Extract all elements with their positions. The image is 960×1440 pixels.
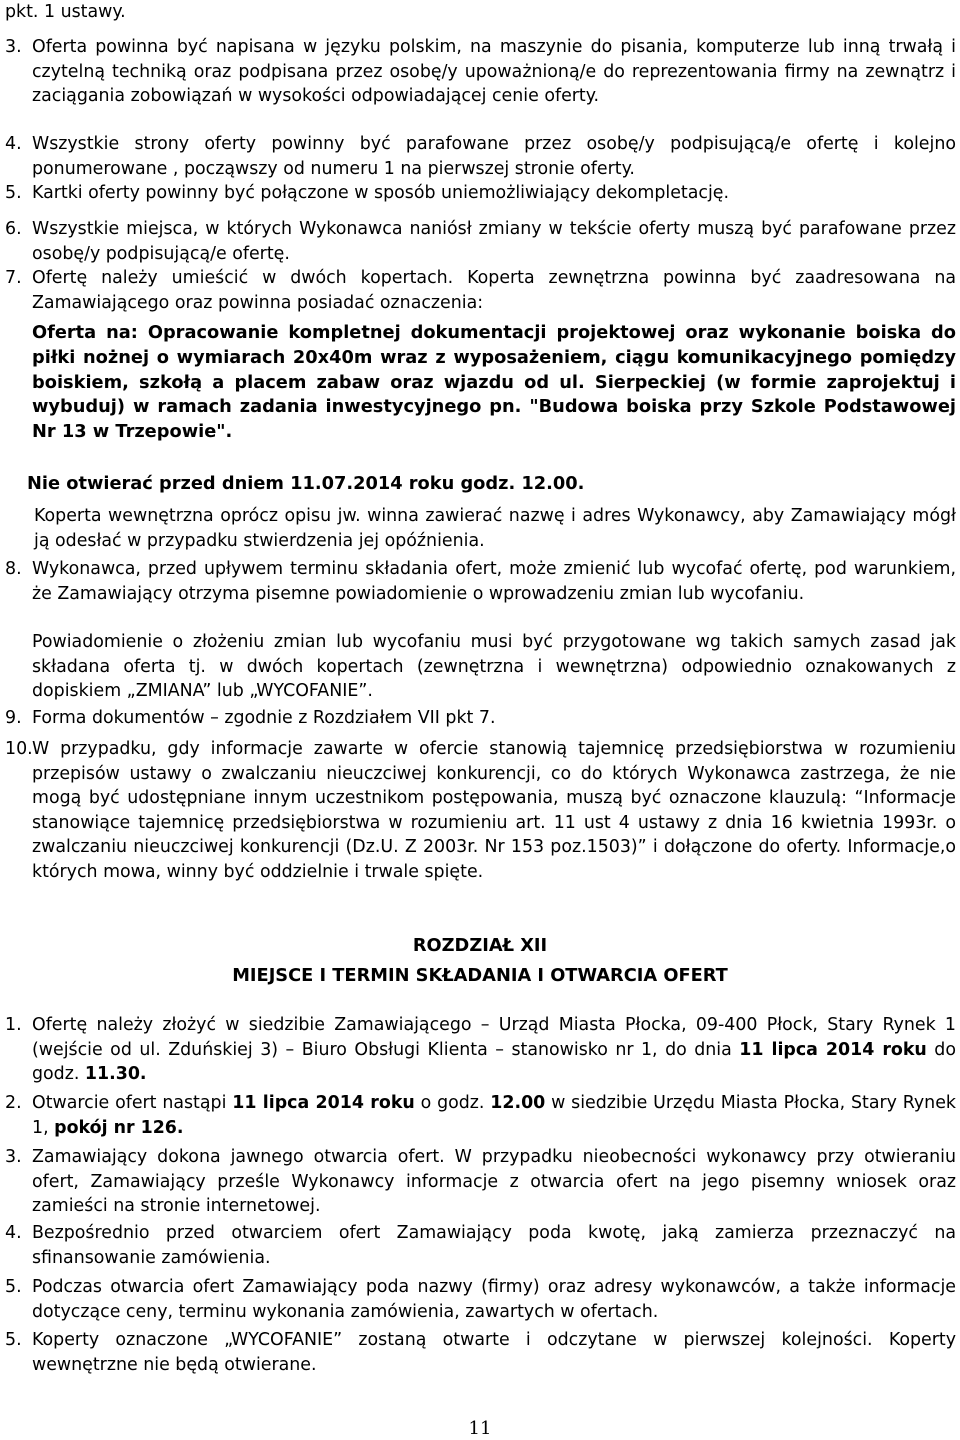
item-number: 9. (5, 708, 22, 728)
item-number: 10. (5, 739, 33, 759)
item-text: Bezpośrednio przed otwarciem ofert Zamawiający poda kwotę, jaką zamierza przeznaczyć na sfinansowanie zamówienia. (32, 1223, 956, 1268)
item-text: Ofertę należy umieścić w dwóch kopertach. Koperta zewnętrzna powinna być zaadresowana na Zamawiającego oraz powinna posiadać oznaczenia: (32, 268, 956, 313)
item-number: 5. (5, 1277, 22, 1297)
item-text: Zamawiający dokona jawnego otwarcia ofert. W przypadku nieobecności wykonawcy przy otwieraniu ofert, Zamawiający prześle Wykonawcy informacje z otwarcia ofert na jego pisemny wniosek oraz zamieści na stronie internetowej. (32, 1147, 956, 1216)
item-number: 3. (5, 1147, 22, 1167)
item-number: 3. (5, 37, 22, 57)
chapter-title: ROZDZIAŁ XII (412, 935, 548, 956)
item-text: Otwarcie ofert nastąpi 11 lipca 2014 roku o godz. 12.00 w siedzibie Urzędu Miasta Płocka, Stary Rynek 1, pokój nr 126. (32, 1093, 956, 1138)
item-number: 5. (5, 1330, 22, 1350)
header-line: pkt. 1 ustawy. (5, 2, 126, 22)
item-number: 2. (5, 1093, 22, 1113)
item-text: Wykonawca, przed upływem terminu składania ofert, może zmienić lub wycofać ofertę, pod warunkiem, że Zamawiający otrzyma pisemne powiadomienie o wprowadzeniu zmian lub wycofaniu. (32, 559, 956, 604)
item-8-continuation: Powiadomienie o złożeniu zmian lub wycofaniu musi być przygotowane wg takich samych zasad jak składana oferta tj. w dwóch kopertach (zewnętrzna i wewnętrzna) odpowiednio oznakowanych z dopiskiem „ZMIANA” lub „WYCOFANIE”. (32, 632, 956, 701)
page-number: 11 (468, 1418, 492, 1439)
inner-envelope-note: Koperta wewnętrzna oprócz opisu jw. winna zawierać nazwę i adres Wykonawcy, aby Zamawiający mógł ją odesłać w przypadku stwierdzenia jej opóźnienia. (34, 506, 956, 551)
chapter-subtitle: MIEJSCE I TERMIN SKŁADANIA I OTWARCIA OFERT (232, 965, 728, 986)
item-text: Kartki oferty powinny być połączone w sposób uniemożliwiający dekompletację. (32, 183, 730, 203)
item-text: Koperty oznaczone „WYCOFANIE” zostaną otwarte i odczytane w pierwszej kolejności. Koperty wewnętrzne nie będą otwierane. (32, 1330, 956, 1375)
item-text: Ofertę należy złożyć w siedzibie Zamawiającego – Urząd Miasta Płocka, 09-400 Płock, Stary Rynek 1 (wejście od ul. Zduńskiej 3) – Biuro Obsługi Klienta – stanowisko nr 1, do dnia 11 lipca 2014 roku do godz. 11.30. (32, 1015, 956, 1084)
item-number: 6. (5, 219, 22, 239)
item-text: Wszystkie strony oferty powinny być parafowane przez osobę/y podpisującą/e ofertę i kolejno ponumerowane , począwszy od numeru 1 na pierwszej stronie oferty. (32, 134, 956, 179)
item-number: 4. (5, 134, 22, 154)
offer-designation: Oferta na: Opracowanie kompletnej dokumentacji projektowej oraz wykonanie boiska do piłki nożnej o wymiarach 20x40m wraz z wyposażeniem, ciągu komunikacyjnego pomiędzy boiskiem, szkołą a placem zabaw oraz wjazdu od ul. Sierpeckiej (w formie zaprojektuj i wybuduj) w ramach zadania inwestycyjnego pn. "Budowa boiska przy Szkole Podstawowej Nr 13 w Trzepowie". (32, 322, 956, 443)
item-number: 8. (5, 559, 22, 579)
item-number: 1. (5, 1015, 22, 1035)
do-not-open-notice: Nie otwierać przed dniem 11.07.2014 roku godz. 12.00. (27, 473, 585, 494)
item-text: W przypadku, gdy informacje zawarte w ofercie stanowią tajemnicę przedsiębiorstwa w rozumieniu przepisów ustawy o zwalczaniu nieuczciwej konkurencji, co do których Wykonawca zastrzega, że nie mogą być udostępniane innym uczestnikom postępowania, muszą być oznaczone klauzulą: “Informacje stanowiące tajemnicę przedsiębiorstwa w rozumieniu art. 11 ust 4 ustawy z dnia 16 kwietnia 1993r. o zwalczaniu nieuczciwej konkurencji (Dz.U. Z 2003r. Nr 153 poz.1503)” i dołączone do oferty. Informacje,o których mowa, winny być oddzielnie i trwale spięte. (32, 739, 956, 882)
item-text: Oferta powinna być napisana w języku polskim, na maszynie do pisania, komputerze lub inną trwałą i czytelną techniką oraz podpisana przez osobę/y upoważnioną/e do reprezentowania firmy na zewnątrz i zaciągania zobowiązań w wysokości odpowiadającej cenie oferty. (32, 37, 956, 106)
item-number: 4. (5, 1223, 22, 1243)
item-number: 5. (5, 183, 22, 203)
item-text: Forma dokumentów – zgodnie z Rozdziałem VII pkt 7. (32, 708, 496, 728)
item-text: Wszystkie miejsca, w których Wykonawca naniósł zmiany w tekście oferty muszą być parafowane przez osobę/y podpisującą/e ofertę. (32, 219, 956, 264)
item-number: 7. (5, 268, 22, 288)
item-text: Podczas otwarcia ofert Zamawiający poda nazwy (firmy) oraz adresy wykonawców, a także informacje dotyczące ceny, terminu wykonania zamówienia, zawartych w ofertach. (32, 1277, 956, 1322)
